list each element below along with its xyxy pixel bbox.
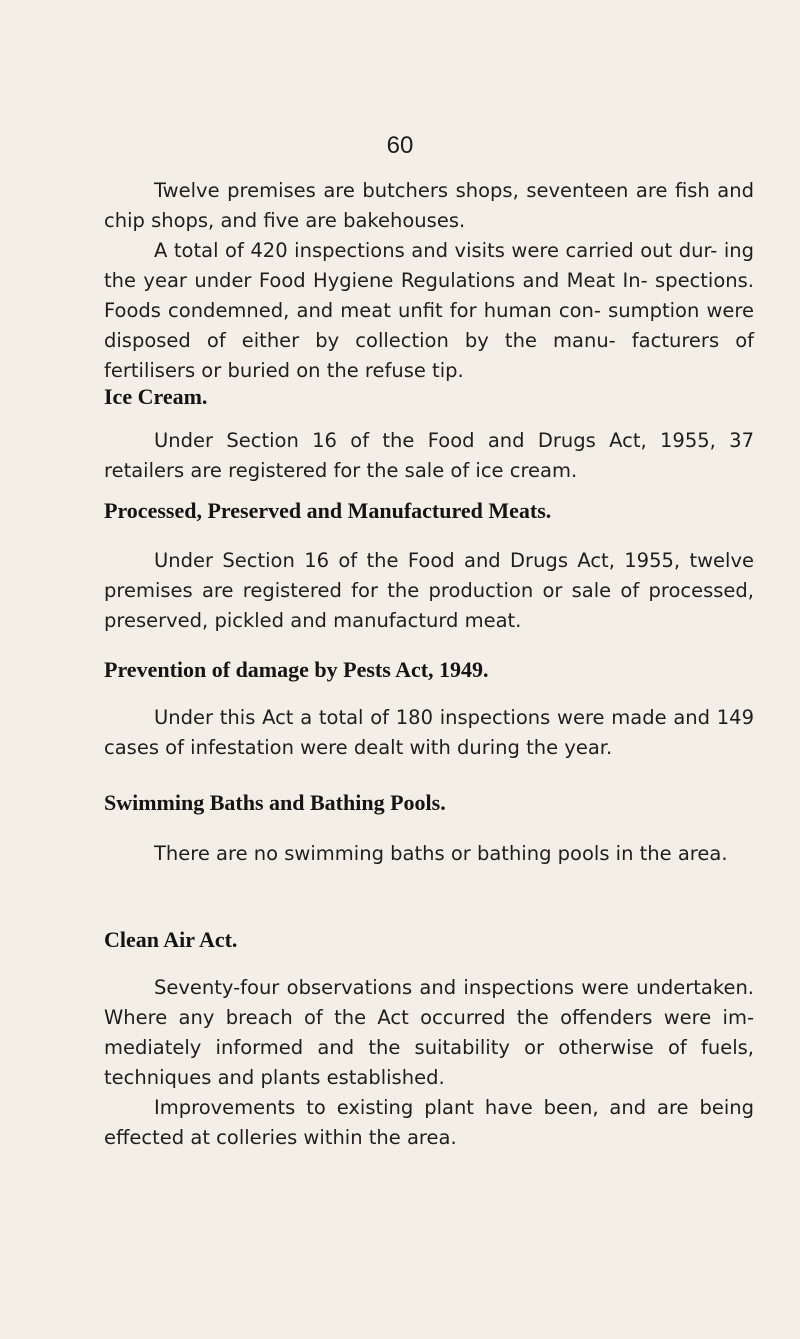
paragraph-premises: Twelve premises are butchers shops, seventeen are fish and chip shops, and five are bakehouses. [104,179,754,232]
paragraph-improvements: Improvements to existing plant have been, and are being effected at colleries within the area. [104,1096,754,1149]
heading-ice-cream: Ice Cream. [104,384,208,409]
heading-swimming: Swimming Baths and Bathing Pools. [104,790,446,815]
paragraph-clean-air: Seventy-four observations and inspections were undertaken. Where any breach of the Act occurred the offenders were im- mediately informed and the suitability or otherwise of fuels, techniques and plants established. [104,976,754,1089]
paragraph-inspections: A total of 420 inspections and visits were carried out dur- ing the year under Food Hygiene Regulations and Meat In- spections. Foods condemned, and meat unfit for human con- sumption were disposed of either by collection by the manu- facturers of fertilisers or buried on the refuse tip. [104,239,754,382]
heading-pests: Prevention of damage by Pests Act, 1949. [104,657,489,682]
heading-clean-air: Clean Air Act. [104,927,238,952]
paragraph-meats: Under Section 16 of the Food and Drugs Act, 1955, twelve premises are registered for the production or sale of processed, preserved, pickled and manufacturd meat. [104,549,754,632]
paragraph-pests: Under this Act a total of 180 inspections were made and 149 cases of infestation were dealt with during the year. [104,706,754,759]
paragraph-ice-cream: Under Section 16 of the Food and Drugs Act, 1955, 37 retailers are registered for the sale of ice cream. [104,429,754,482]
page-number: 60 [386,132,414,159]
paragraph-swimming: There are no swimming baths or bathing pools in the area. [154,842,728,865]
heading-meats: Processed, Preserved and Manufactured Meats. [104,498,552,523]
